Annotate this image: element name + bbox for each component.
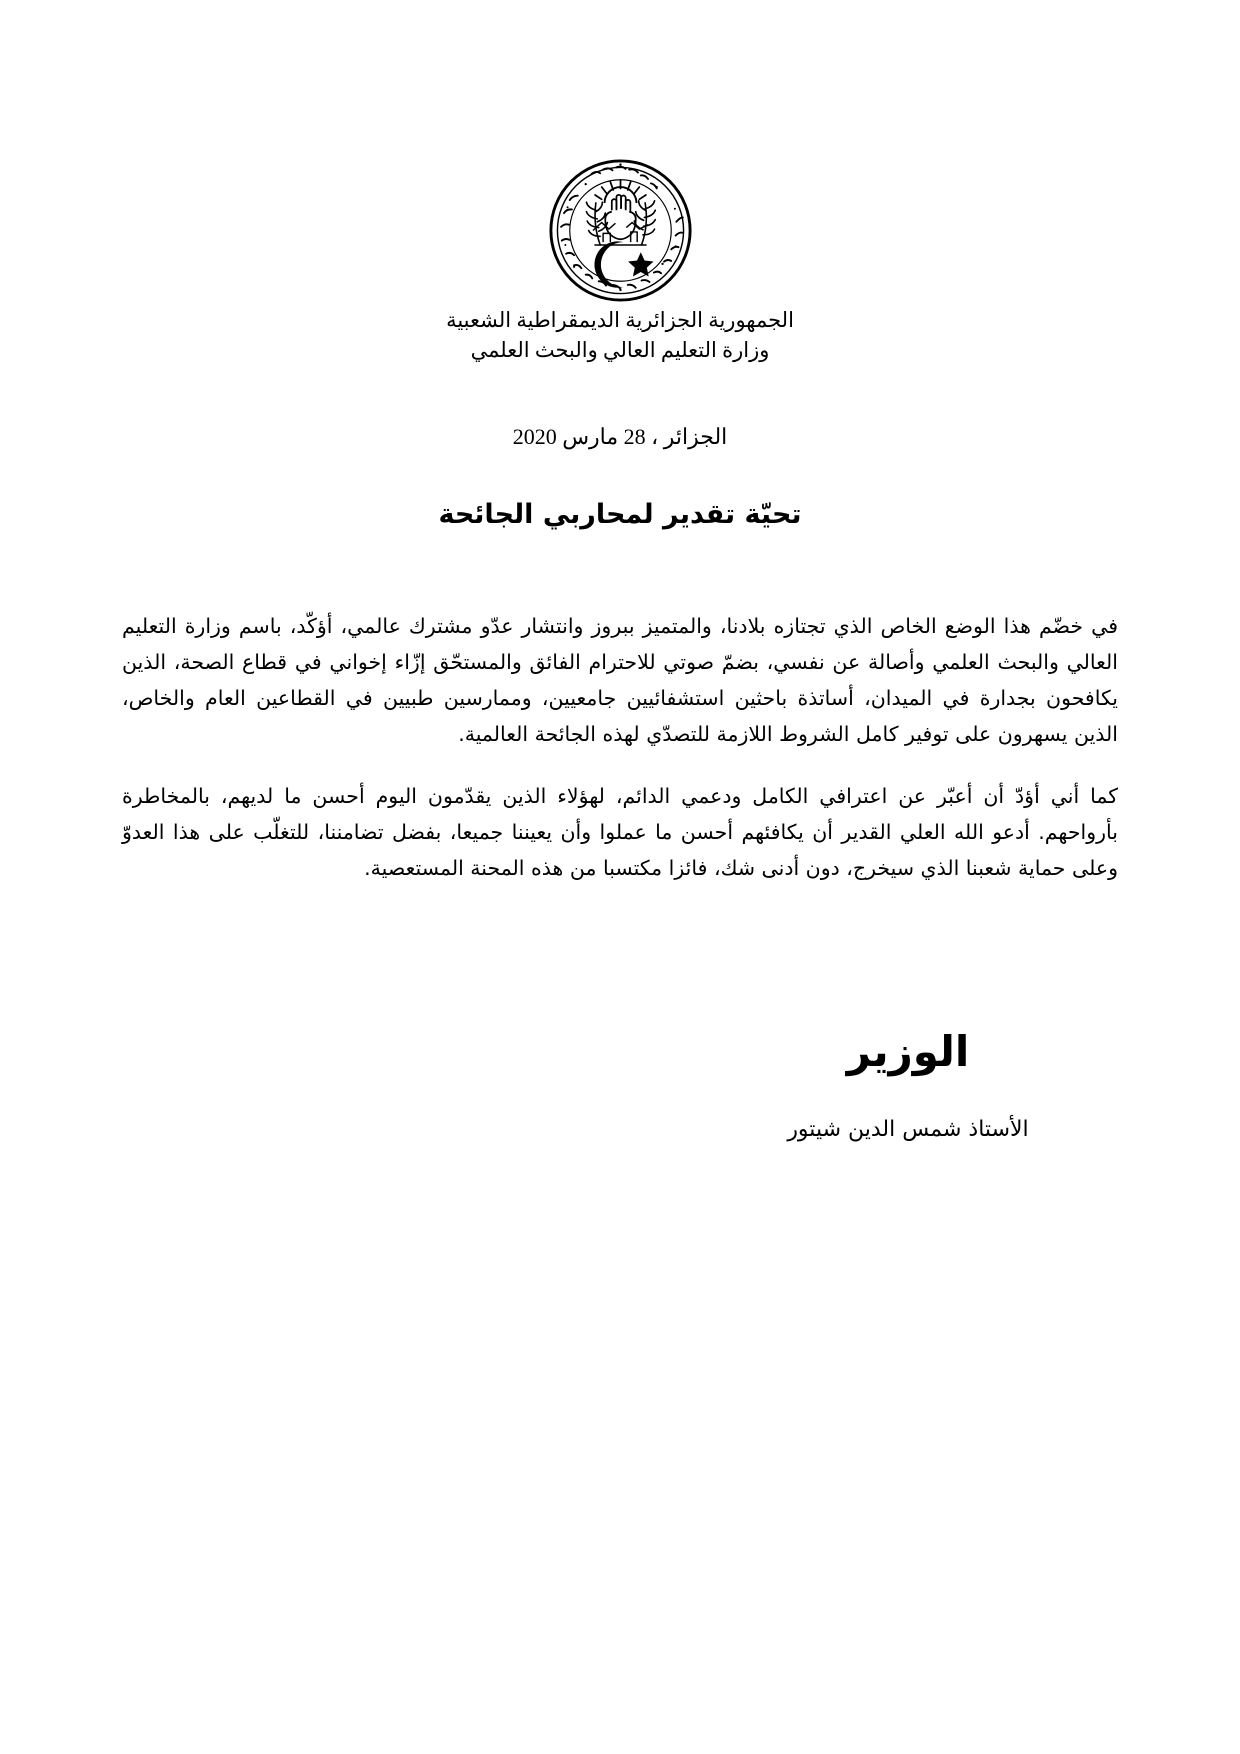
document-body [122, 608, 1118, 886]
date-line: الجزائر ، 28 مارس 2020 [512, 424, 728, 449]
algeria-national-emblem-icon [548, 158, 693, 303]
header-block [0, 305, 1240, 365]
emblem-container [0, 158, 1240, 303]
body-paragraph-1: في خضّم هذا الوضع الخاص الذي تجتازه بلادنا، والمتميز ببروز وانتشار عدّو مشترك عالمي، أؤكّد، باسم وزارة التعليم العالي والبحث العلمي وأصالة عن نفسي، بضمّ صوتي للاحترام الفائق والمستحّق إزّاء إخواني في قطاع الصحة، الذين يكافحون بجدارة في الميدان، أساتذة باحثين استشفائيين جامعيين، وممارسين طبيين في القطاعين العام والخاص، الذين يسهرون على توفير كامل الشروط اللازمة للتصدّي لهذه الجائحة العالمية. [122, 614, 1118, 746]
body-paragraph-2: كما أني أؤدّ أن أعبّر عن اعترافي الكامل ودعمي الدائم، لهؤلاء الذين يقدّمون اليوم أحسن ما لديهم، بالمخاطرة بأرواحهم. أدعو الله العلي القدير أن يكافئهم أحسن ما عملوا وأن يعيننا جميعا، بفضل تضامننا، للتغلّب على هذا العدوّ وعلى حماية شعبنا الذي سيخرج، دون أدنى شك، فائزا مكتسبا من هذه المحنة المستعصية. [122, 784, 1118, 880]
document-title: تحيّة تقدير لمحاربي الجائحة [438, 499, 802, 530]
signatory-title: الوزير [846, 1027, 970, 1076]
signatory-name: الأستاذ شمس الدين شيتور [787, 1117, 1029, 1142]
signature-block [698, 1020, 1118, 1150]
republic-name: الجمهورية الجزائرية الديمقراطية الشعبية [446, 308, 794, 332]
ministry-name: وزارة التعليم العالي والبحث العلمي [470, 338, 770, 362]
